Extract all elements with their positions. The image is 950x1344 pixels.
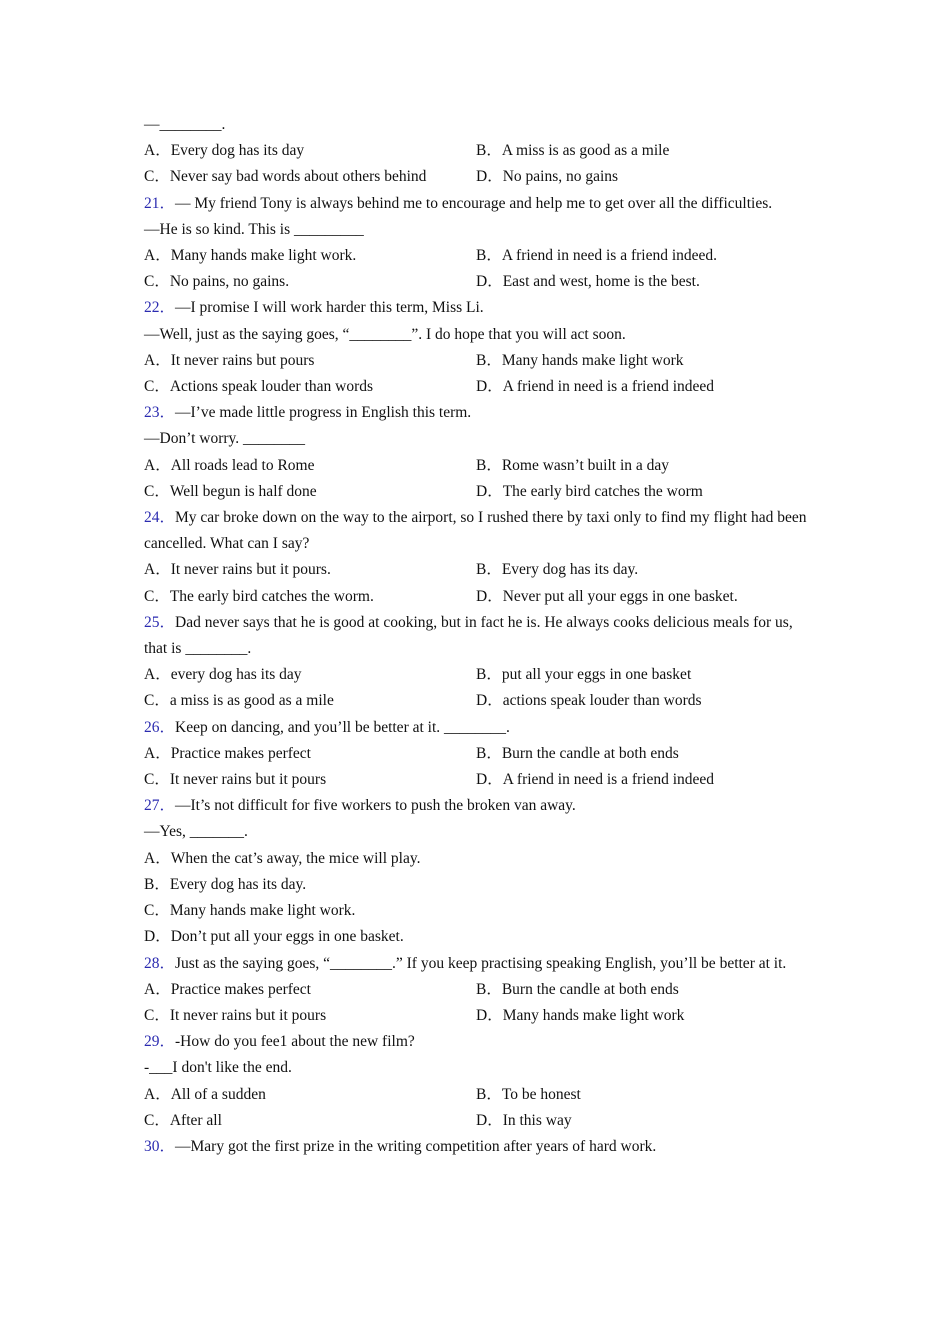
option-a: A．It never rains but it pours. [144, 561, 331, 579]
option-c: C．It never rains but it pours [144, 1006, 327, 1024]
question-27 [144, 793, 814, 819]
question-26 [144, 715, 814, 741]
dialogue-line: -___I don't like the end. [144, 1059, 292, 1077]
options-grid [144, 243, 814, 295]
option-c: C．Actions speak louder than words [144, 378, 374, 396]
options-grid [144, 453, 814, 505]
option-d: D．A friend in need is a friend indeed [476, 378, 715, 396]
option-a: A．When the cat’s away, the mice will play. [144, 849, 421, 867]
option-a: A．All of a sudden [144, 1085, 266, 1103]
question-25 [144, 610, 814, 662]
option-a: A．Practice makes perfect [144, 980, 311, 998]
question-text: Keep on dancing, and you’ll be better at it. ________. [175, 718, 510, 736]
question-number: 30． [144, 1137, 176, 1155]
question-text: —It’s not difficult for five workers to push the broken van away. [175, 797, 576, 815]
option-c: C．Many hands make light work. [144, 902, 356, 920]
question-number: 22． [144, 299, 176, 317]
question-text: Just as the saying goes, “________.” If you keep practising speaking English, you’ll be better at it. [175, 954, 787, 972]
question-28 [144, 951, 814, 977]
question-number: 29． [144, 1033, 176, 1051]
option-a: A．Practice makes perfect [144, 744, 311, 762]
option-c: C．The early bird catches the worm. [144, 587, 374, 605]
question-23 [144, 400, 814, 426]
option-b: B．Burn the candle at both ends [476, 744, 679, 762]
question-29 [144, 1029, 814, 1055]
answer-line: —________. [144, 116, 226, 133]
options-grid [144, 977, 814, 1029]
option-c: C．It never rains but it pours [144, 771, 327, 789]
options-grid [144, 741, 814, 793]
dialogue-line: —Well, just as the saying goes, “________”. I do hope that you will act soon. [144, 325, 626, 343]
option-d: D．The early bird catches the worm [476, 482, 703, 500]
options-grid [144, 348, 814, 400]
option-a: A．It never rains but pours [144, 351, 315, 369]
options-grid [144, 138, 814, 190]
option-b: B．Burn the candle at both ends [476, 980, 679, 998]
question-text: — My friend Tony is always behind me to encourage and help me to get over all the difficulties. [175, 194, 773, 212]
worksheet-page [144, 112, 814, 1160]
option-d: D．actions speak louder than words [476, 692, 702, 710]
option-b: B．A friend in need is a friend indeed. [476, 247, 718, 265]
question-text: —Mary got the first prize in the writing competition after years of hard work. [175, 1137, 657, 1155]
question-number: 26． [144, 718, 176, 736]
question-22 [144, 295, 814, 321]
option-d: D．Don’t put all your eggs in one basket. [144, 928, 404, 946]
option-c: C．After all [144, 1111, 222, 1129]
question-24 [144, 505, 814, 557]
question-text: —I’ve made little progress in English this term. [175, 404, 472, 422]
dialogue-line: —Yes, _______. [144, 823, 248, 841]
option-d: D．East and west, home is the best. [476, 273, 700, 291]
question-text: My car broke down on the way to the airport, so I rushed there by taxi only to find my flight had been cancelled. What can I say? [144, 509, 807, 553]
option-c: C．Well begun is half done [144, 482, 317, 500]
question-number: 23． [144, 404, 176, 422]
dialogue-line: —Don’t worry. ________ [144, 430, 306, 448]
question-21 [144, 191, 814, 217]
option-b: B．Rome wasn’t built in a day [476, 456, 670, 474]
question-number: 24． [144, 509, 176, 527]
option-c: C．No pains, no gains. [144, 273, 290, 291]
options-grid [144, 557, 814, 609]
question-number: 25． [144, 613, 176, 631]
question-text: —I promise I will work harder this term, Miss Li. [175, 299, 484, 317]
question-text: Dad never says that he is good at cooking, but in fact he is. He always cooks delicious meals for us, that is ________. [144, 613, 793, 658]
option-b: B．put all your eggs in one basket [476, 666, 692, 684]
option-d: D．No pains, no gains [476, 168, 619, 186]
option-c: C．Never say bad words about others behind [144, 168, 427, 186]
option-b: B．To be honest [476, 1085, 581, 1103]
question-number: 28． [144, 954, 176, 972]
option-d: D．Never put all your eggs in one basket. [476, 587, 738, 605]
option-b: B．Many hands make light work [476, 351, 684, 369]
option-d: D．A friend in need is a friend indeed [476, 771, 715, 789]
option-d: D．In this way [476, 1111, 572, 1129]
option-b: B．Every dog has its day. [144, 875, 307, 893]
question-number: 21． [144, 194, 176, 212]
option-a: A．Every dog has its day [144, 142, 305, 160]
option-c: C．a miss is as good as a mile [144, 692, 334, 710]
options-grid [144, 662, 814, 714]
question-30 [144, 1134, 814, 1160]
question-text: -How do you fee1 about the new film? [175, 1033, 415, 1051]
option-d: D．Many hands make light work [476, 1006, 685, 1024]
options-grid [144, 1082, 814, 1134]
dialogue-line: —He is so kind. This is _________ [144, 220, 364, 238]
option-b: B．Every dog has its day. [476, 561, 639, 579]
option-a: A．every dog has its day [144, 666, 302, 684]
question-number: 27． [144, 797, 176, 815]
option-a: A．All roads lead to Rome [144, 456, 315, 474]
option-a: A．Many hands make light work. [144, 247, 357, 265]
option-b: B．A miss is as good as a mile [476, 142, 670, 160]
